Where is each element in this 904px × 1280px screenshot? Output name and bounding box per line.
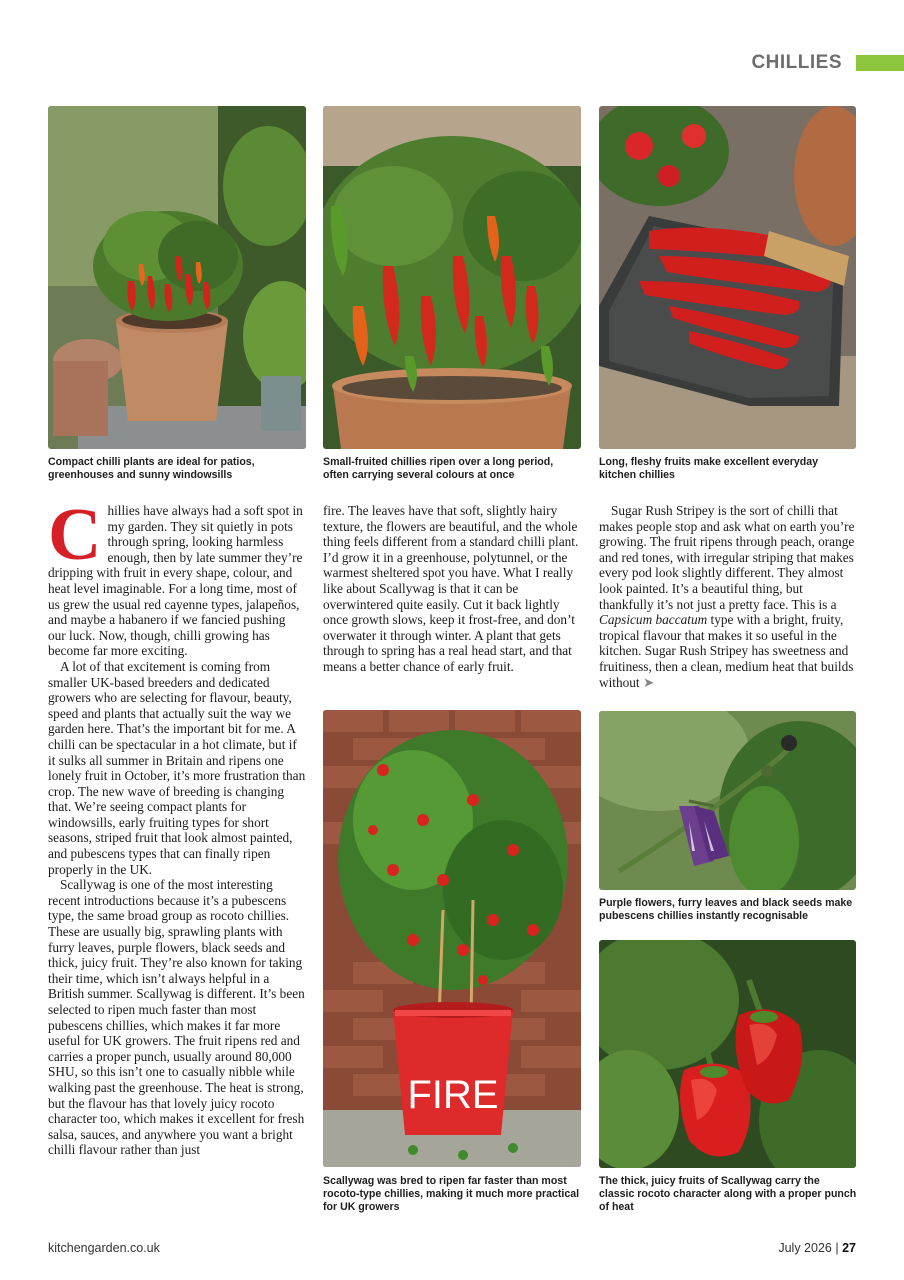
paragraph-scallywag-cont: fire. The leaves have that soft, slightly hairy texture, the flowers are beautiful, and the whole thing feels different from a standard chilli plant. I’d grow it in a greenhouse, polytunnel, or the warmest sheltered spot you have. What I really like about Scallywag is that it can be overwintered quite easily. Cut it back lightly once growth slows, keep it frost-free, and don’t overwater it through winter. A plant that gets through to spring has a real head start, and that means a better chance of early fruit.	[323, 503, 579, 674]
photo-small-fruited-chillies	[323, 106, 581, 449]
section-accent-bar	[856, 55, 904, 71]
photo-purple-flower	[599, 711, 856, 890]
photo-scallywag-fruits	[599, 940, 856, 1168]
caption-photo-4: Scallywag was bred to ripen far faster than most rocoto-type chillies, making it much more practical for UK growers	[323, 1175, 580, 1213]
photo-scallywag-fire-bucket	[323, 710, 581, 1167]
caption-photo-2: Small-fruited chillies ripen over a long period, often carrying several colours at once	[323, 456, 554, 481]
caption-photo-1: Compact chilli plants are ideal for patios, greenhouses and sunny windowsills	[48, 456, 255, 481]
bucket-fire-label: FIRE	[407, 1073, 499, 1117]
caption-photo-6: The thick, juicy fruits of Scallywag carry the classic rocoto character along with a proper punch of heat	[599, 1175, 857, 1213]
caption-photo-5: Purple flowers, furry leaves and black seeds make pubescens chillies instantly recognisable	[599, 897, 853, 922]
page-number: 27	[842, 1241, 856, 1255]
photo-long-fleshy-chillies	[599, 106, 856, 449]
section-title: CHILLIES	[751, 52, 842, 73]
photo-compact-chilli-plant	[48, 106, 306, 449]
caption-photo-3: Long, fleshy fruits make excellent everyday kitchen chillies	[599, 456, 819, 481]
footer-website: kitchengarden.co.uk	[48, 1241, 160, 1255]
paragraph-sugar-rush: Sugar Rush Stripey is the sort of chilli that makes people stop and ask what on earth you’re growing. The fruit ripens through peach, orange and red tones, with irregular striping that makes every pod look slightly different. They almost look painted. It’s a beautiful thing, but thankfully it’s not just a pretty face. This is a Capsicum baccatum type with a bright, fruity, tropical flavour that makes it so useful in the kitchen. Sugar Rush Stripey has sweetness and fruitiness, then a clean, medium heat that builds without ➤	[599, 503, 855, 690]
continue-arrow-icon: ➤	[642, 674, 655, 690]
paragraph-breeders: A lot of that excitement is coming from smaller UK-based breeders and dedicated growers who are selecting for flavour, beauty, speed and plants that actually suit the way we garden here. That’s the important bit for me. A chilli can be spectacular in a hot climate, but if it sulks all summer in Britain and ripens one lonely fruit in October, it’s more frustration than crop. The new wave of breeding is changing that. We’re seeing compact plants for windowsills, early fruiting types for short seasons, striped fruit that look almost painted, and pubescens types that can finally ripen properly in the UK.	[48, 658, 306, 877]
article-column-3	[599, 503, 857, 690]
footer-date-page: July 2026 | 27	[778, 1241, 856, 1255]
article-column-1	[48, 494, 306, 1158]
article-column-2	[323, 503, 581, 675]
paragraph-scallywag: Scallywag is one of the most interesting recent introductions because it’s a pubescens type, the same broad group as rocoto chillies. These are usually big, sprawling plants with furry leaves, purple flowers, black seeds and thick, juicy fruit. They’re also known for taking their time, which isn’t always helpful in a British summer. Scallywag is different. It’s been selected to ripen much faster than most pubescens chillies, which makes it far more useful for UK growers. The fruit ripens red and carries a proper punch, usually around 80,000 SHU, so this isn’t one to casually nibble while walking past the greenhouse. The heat is strong, but the flavour has that lovely juicy rocoto character too, which makes it excellent for fresh salsa, sauces, and anywhere you want a bright chilli flavour rather than just	[48, 877, 305, 1158]
drop-cap: C	[48, 494, 102, 576]
paragraph-intro: hillies have always had a soft spot in my garden. They sit quietly in pots through spring, looking harmless enough, then by late summer they’re dripping with fruit in every shape, colour, and heat level imaginable. For a long time, most of us grew the usual red cayenne types, jalapeños, and maybe a habanero if we fancied pushing our luck. Now, though, chilli growing has become far more exciting.	[48, 503, 303, 659]
